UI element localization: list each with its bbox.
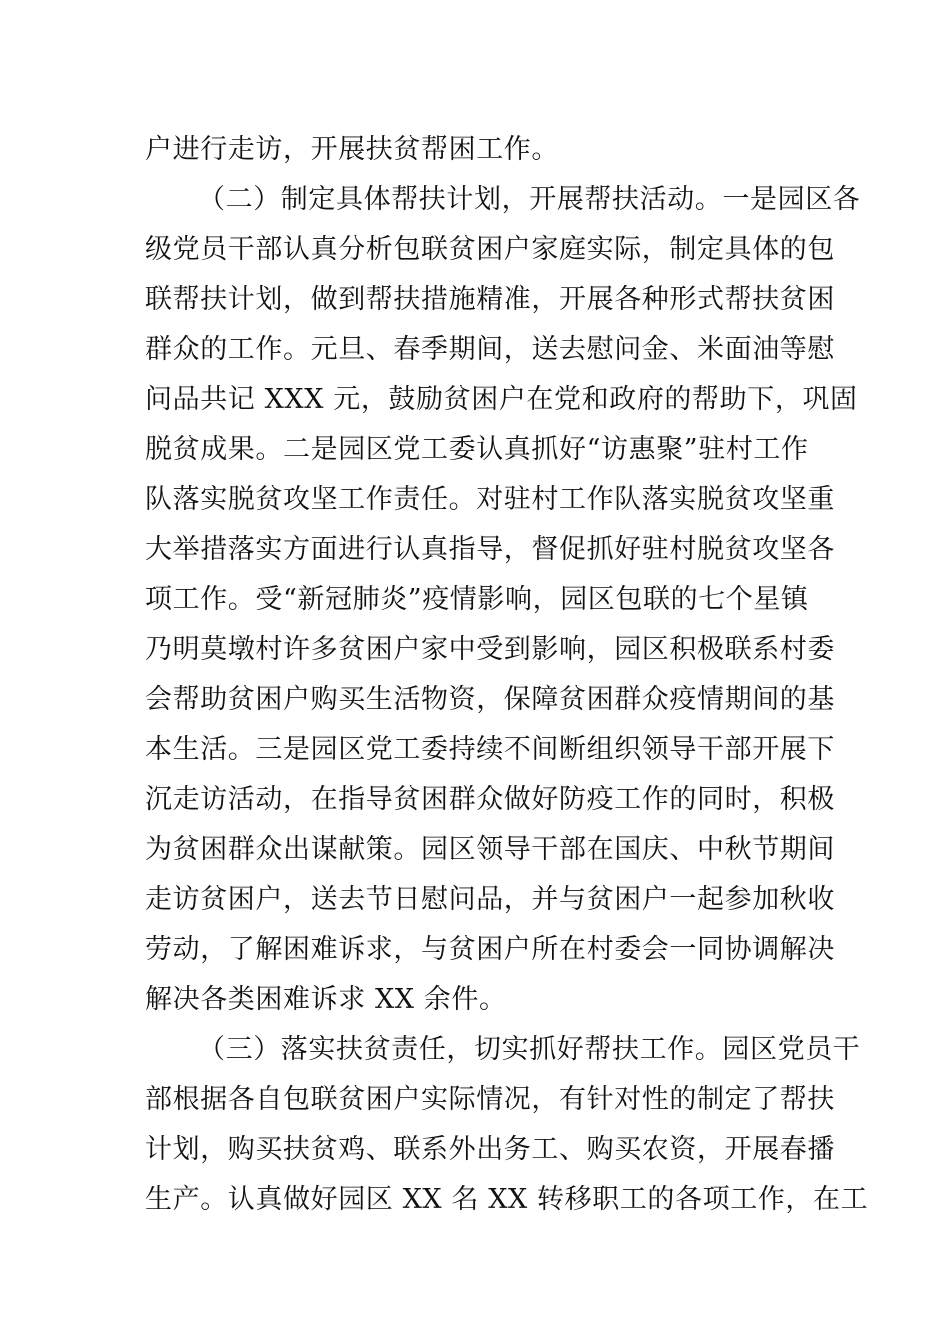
text-line: 乃明莫墩村许多贫困户家中受到影响，园区积极联系村委 bbox=[145, 634, 835, 665]
text-line: 计划，购买扶贫鸡、联系外出务工、购买农资，开展春播 bbox=[145, 1134, 835, 1165]
text-line: 户进行走访，开展扶贫帮困工作。 bbox=[145, 134, 559, 165]
text-line: 本生活。三是园区党工委持续不间断组织领导干部开展下 bbox=[145, 734, 835, 765]
text-line: 部根据各自包联贫困户实际情况，有针对性的制定了帮扶 bbox=[145, 1084, 835, 1115]
text-line: 走访贫困户，送去节日慰问品，并与贫困户一起参加秋收 bbox=[145, 884, 835, 915]
text-line: 问品共记 XXX 元，鼓励贫困户在党和政府的帮助下，巩固 bbox=[145, 384, 858, 415]
text-line: 队落实脱贫攻坚工作责任。对驻村工作队落实脱贫攻坚重 bbox=[145, 484, 835, 515]
section-heading-line: （三）落实扶贫责任，切实抓好帮扶工作。园区党员干 bbox=[198, 1034, 861, 1065]
text-line: 生产。认真做好园区 XX 名 XX 转移职工的各项工作，在工 bbox=[145, 1184, 869, 1215]
text-line: 会帮助贫困户购买生活物资，保障贫困群众疫情期间的基 bbox=[145, 684, 835, 715]
text-line: 项工作。受“新冠肺炎”疫情影响，园区包联的七个星镇 bbox=[145, 584, 809, 615]
text-line: 群众的工作。元旦、春季期间，送去慰问金、米面油等慰 bbox=[145, 334, 835, 365]
section-heading-line: （二）制定具体帮扶计划，开展帮扶活动。一是园区各 bbox=[198, 184, 861, 215]
text-line: 为贫困群众出谋献策。园区领导干部在国庆、中秋节期间 bbox=[145, 834, 835, 865]
text-line: 解决各类困难诉求 XX 余件。 bbox=[145, 984, 507, 1015]
text-line: 脱贫成果。二是园区党工委认真抓好“访惠聚”驻村工作 bbox=[145, 434, 809, 465]
text-line: 联帮扶计划，做到帮扶措施精准，开展各种形式帮扶贫困 bbox=[145, 284, 835, 315]
text-line: 劳动，了解困难诉求，与贫困户所在村委会一同协调解决 bbox=[145, 934, 835, 965]
text-line: 级党员干部认真分析包联贫困户家庭实际，制定具体的包 bbox=[145, 234, 835, 265]
text-line: 大举措落实方面进行认真指导，督促抓好驻村脱贫攻坚各 bbox=[145, 534, 835, 565]
text-line: 沉走访活动，在指导贫困群众做好防疫工作的同时，积极 bbox=[145, 784, 835, 815]
